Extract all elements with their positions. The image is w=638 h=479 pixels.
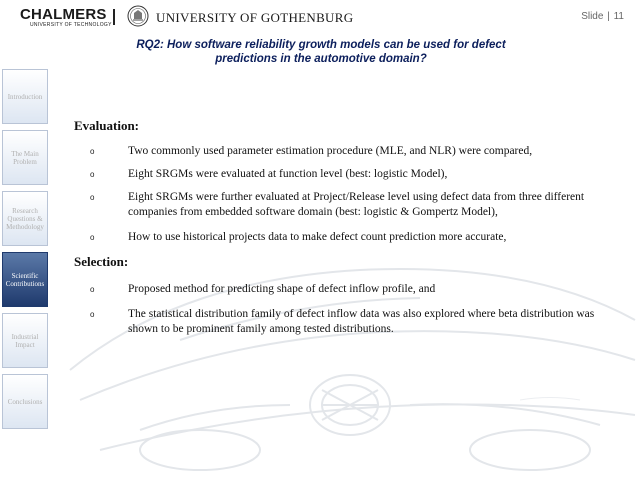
sidebar-item-main-problem[interactable] (2, 130, 48, 185)
slide-title (86, 38, 556, 66)
bullet-text: Eight SRGMs were evaluated at function level (best: logistic Model), (128, 168, 448, 180)
bullet-icon: o (90, 193, 95, 202)
title-line-1: RQ2: How software reliability growth models can be used for defect (136, 39, 506, 51)
bullet-text: The statistical distribution family of defect inflow data was also explored where beta distribution was shown to be prominent family among tested distributions. (128, 308, 595, 335)
gu-wordmark: UNIVERSITY OF GOTHENBURG (156, 10, 354, 25)
list-item (90, 230, 620, 245)
bullet-icon: o (90, 233, 95, 242)
title-line-2: predictions in the automotive domain? (215, 53, 427, 65)
chalmers-logo (20, 7, 112, 29)
chalmers-subtitle: UNIVERSITY OF TECHNOLOGY (30, 22, 112, 28)
sidebar-item-scientific-contributions[interactable] (2, 252, 48, 307)
sidebar-item-label: Industrial Impact (11, 332, 39, 349)
bullet-icon: o (90, 285, 95, 294)
chalmers-wordmark: CHALMERS (20, 6, 107, 23)
sidebar-item-label: Scientific Contributions (5, 271, 45, 288)
slide-number-label: Slide | 11 (581, 11, 624, 22)
slide-label: Slide (581, 11, 604, 22)
logo-divider (113, 9, 115, 25)
sidebar-item-label: Research Questions & Methodology (6, 206, 44, 231)
list-item (90, 307, 620, 337)
bullet-text: Eight SRGMs were further evaluated at Project/Release level using defect data from three different companies from embedded software domain (best: logistic & Gompertz Model), (128, 191, 585, 218)
sidebar-item-introduction[interactable] (2, 69, 48, 124)
slide-header (0, 0, 638, 34)
sidebar-item-conclusions[interactable] (2, 374, 48, 429)
bullet-icon: o (90, 147, 95, 156)
list-item (90, 282, 620, 297)
bullet-icon: o (90, 170, 95, 179)
list-item (90, 190, 620, 220)
sidebar-item-label: The Main Problem (11, 149, 39, 166)
bullet-text: How to use historical projects data to make defect count prediction more accurate, (128, 231, 507, 243)
bullet-icon: o (90, 310, 95, 319)
university-seal-icon (127, 5, 149, 27)
slide-number: 11 (613, 11, 624, 22)
list-item (90, 167, 620, 182)
sidebar-item-label: Introduction (7, 92, 43, 101)
evaluation-heading: Evaluation: (74, 118, 140, 133)
sidebar-item-research-questions[interactable] (2, 191, 48, 246)
sidebar-item-label: Conclusions (7, 397, 43, 406)
selection-heading: Selection: (74, 254, 129, 269)
sidebar-item-industrial-impact[interactable] (2, 313, 48, 368)
list-item (90, 144, 620, 159)
bullet-text: Proposed method for predicting shape of defect inflow profile, and (128, 283, 436, 295)
bullet-text: Two commonly used parameter estimation procedure (MLE, and NLR) were compared, (128, 145, 533, 157)
